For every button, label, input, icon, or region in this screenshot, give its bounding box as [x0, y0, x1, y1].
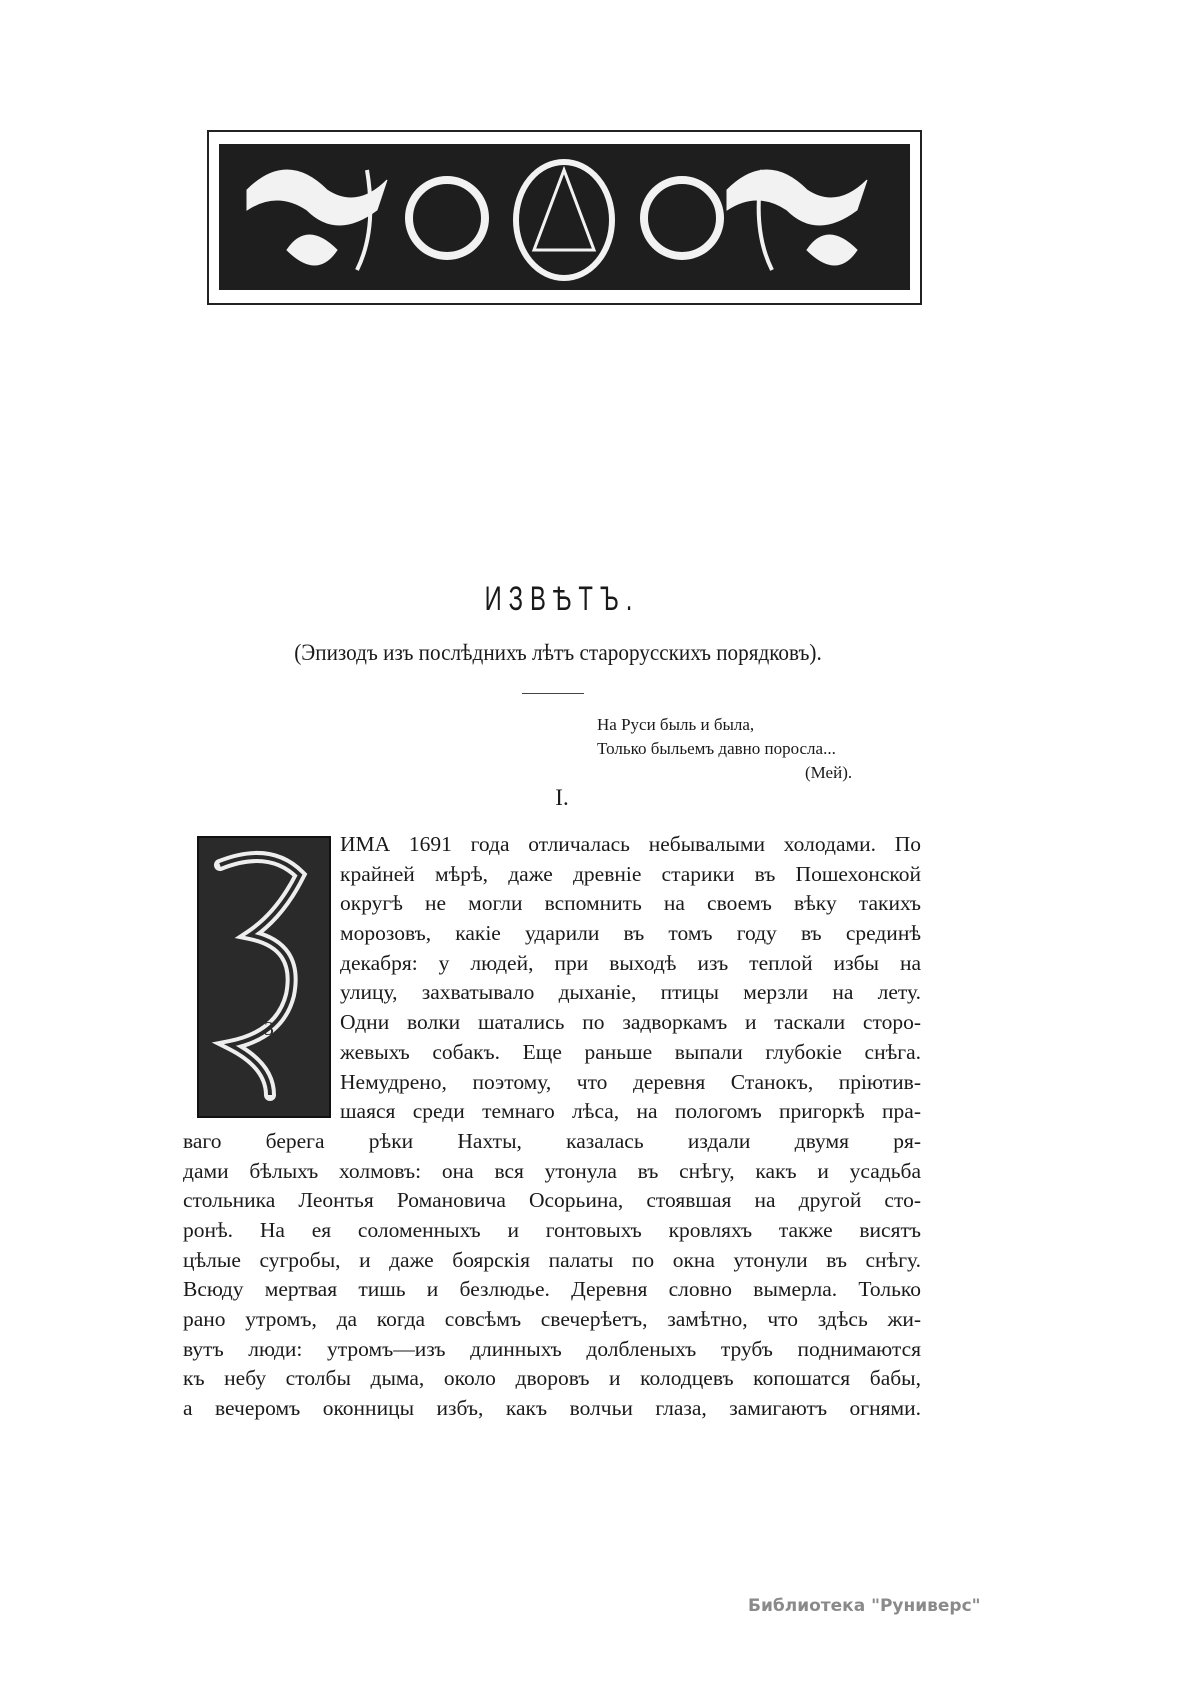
- divider: [522, 693, 584, 694]
- text-line: къ небу столбы дыма, около дворовъ и колодцевъ копошатся бабы,: [183, 1366, 921, 1391]
- text-line: Всюду мертвая тишь и безлюдье. Деревня словно вымерла. Только: [183, 1277, 921, 1302]
- epigraph-line: На Руси быль и была,: [597, 715, 755, 734]
- chapter-number: I.: [555, 785, 569, 810]
- text-line: декабря: у людей, при выходѣ изъ теплой избы на: [340, 950, 921, 975]
- watermark: Библиотека "Руниверс": [748, 1596, 981, 1616]
- text-line: жевыхъ собакъ. Еще раньше выпали глубокіе снѣга.: [340, 1039, 921, 1064]
- text-line: округѣ не могли вспомнить на своемъ вѣку такихъ: [340, 891, 921, 916]
- text-line: дами бѣлыхъ холмовъ: она вся утонула въ снѣгу, какъ и усадьба: [183, 1158, 921, 1183]
- text-line: улицу, захватывало дыханіе, птицы мерзли на лету.: [340, 980, 921, 1005]
- text-line: Одни волки шатались по задворкамъ и таскали сторо-: [340, 1010, 921, 1035]
- epigraph-source: (Мей).: [805, 763, 853, 782]
- text-line: ваго берега рѣки Нахты, казалась издали двумя ря-: [183, 1128, 921, 1153]
- text-line: цѣлые сугробы, и даже боярскія палаты по окна утонули въ снѣгу.: [183, 1247, 921, 1272]
- text-line: крайней мѣрѣ, даже древніе старики въ Пошехонской: [340, 861, 921, 886]
- text-line: стольника Леонтья Романовича Осорьина, стоявшая на другой сто-: [183, 1188, 921, 1213]
- page-title: ИЗВѢТЪ.: [484, 580, 640, 618]
- text-line: рано утромъ, да когда совсѣмъ свечерѣетъ, замѣтно, что здѣсь жи-: [183, 1307, 921, 1331]
- epigraph: [597, 713, 852, 785]
- text-line: ИМА 1691 года отличалась небывалыми холодами. По: [340, 832, 921, 856]
- text-line: Немудрено, поэтому, что деревня Станокъ, пріютив-: [340, 1069, 921, 1094]
- body-text: [183, 830, 921, 1424]
- text-line: морозовъ, какіе ударили въ томъ году въ срединѣ: [340, 921, 921, 946]
- text-line: ронѣ. На ея соломенныхъ и гонтовыхъ кровляхъ также висятъ: [183, 1217, 921, 1242]
- epigraph-line: Только быльемъ давно поросла...: [597, 739, 836, 758]
- text-line: вутъ люди: утромъ—изъ длинныхъ долбленыхъ трубъ поднимаются: [183, 1336, 921, 1361]
- subtitle: (Эпизодъ изъ послѣднихъ лѣтъ старорусскихъ порядковъ).: [294, 640, 822, 665]
- text-line: шаяся среди темнаго лѣса, на пологомъ пригоркѣ пра-: [340, 1099, 921, 1124]
- text-line: а вечеромъ оконницы избъ, какъ волчьи глаза, замигаютъ огнями.: [183, 1396, 921, 1421]
- drop-cap-letter: З: [264, 1018, 275, 1040]
- header-ornament: [207, 130, 922, 305]
